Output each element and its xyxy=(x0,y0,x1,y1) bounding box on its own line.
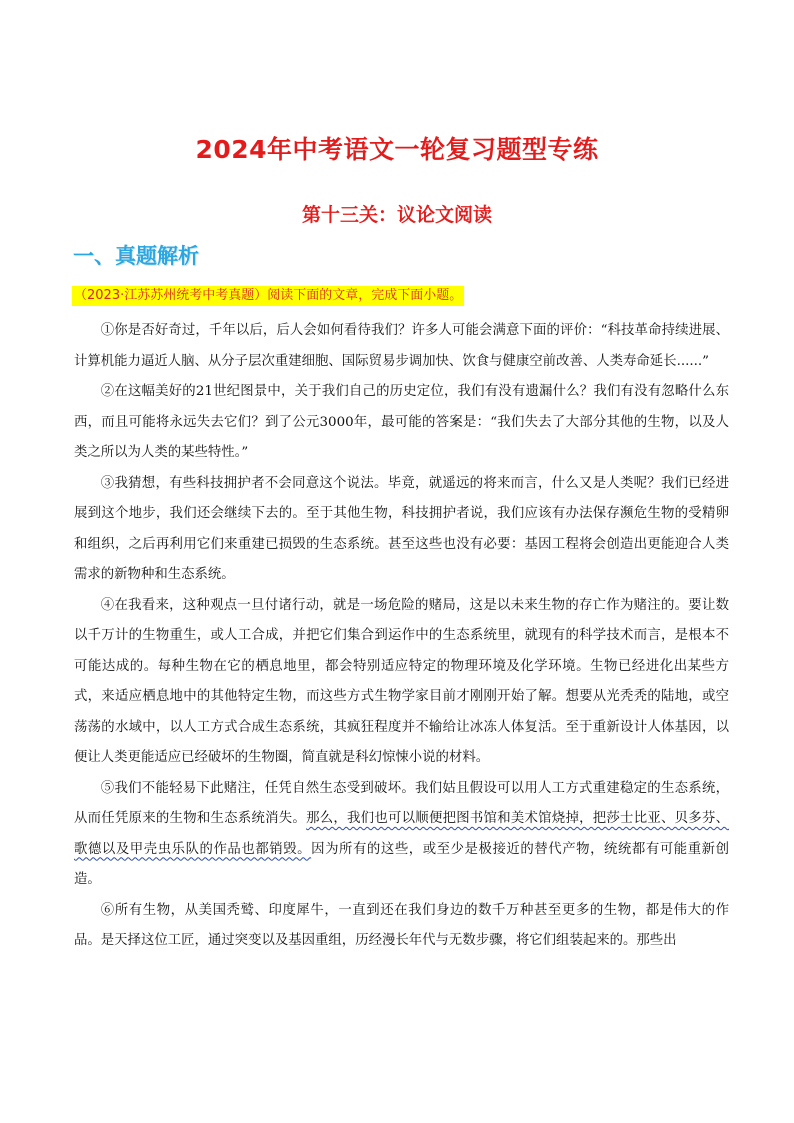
paragraph-2: ②在这幅美好的21世纪图景中，关于我们自己的历史定位，我们有没有遗漏什么？我们有没有忽略什么东西，而且可能将永远失去它们？到了公元3000年，最可能的答案是：“我们失去了大部分其他的生物，以及人类之所以为人类的某些特性。” xyxy=(74,384,729,460)
underlined-sentence: 那么，我们也可以顺便把图书馆和美术馆烧掉，把莎士比亚、贝多芬、歌德以及甲壳虫乐队的作品也都销毁。 xyxy=(74,811,730,857)
paragraph-4: ④在我看来，这种观点一旦付诸行动，就是一场危险的赌局，这是以未来生物的存亡作为赌注的。要让数以千万计的生物重生，或人工合成，并把它们集合到运作中的生态系统里，就现有的科学技术而言，是根本不可能达成的。每种生物在它的栖息地里，都会特别适应特定的物理环境及化学环境。生物已经进化出某些方式，来适应栖息地中的其他特定生物，而这些方式生物学家目前才刚刚开始了解。想要从光秃秃的陆地，或空荡荡的水域中，以人工方式合成生态系统，其疯狂程度并不输给让冰冻人体复活。至于重新设计人体基因，以便让人类更能适应已经破坏的生物圈，简直就是科幻惊悚小说的材料。 xyxy=(74,597,729,765)
paragraph-5 xyxy=(74,774,729,896)
document-subtitle: 第十三关：议论文阅读 xyxy=(301,204,492,226)
section-heading: 一、真题解析 xyxy=(73,244,199,268)
article-body xyxy=(74,316,729,957)
source-line-highlight: （2023·江苏苏州统考中考真题）阅读下面的文章，完成下面小题。 xyxy=(72,286,464,306)
paragraph-5-text-after: 因为所有的这些，或至少是极接近的替代产物，统统都有可能重新创造。 xyxy=(74,841,730,887)
paragraph-1: ①你是否好奇过，千年以后，后人会如何看待我们？许多人可能会满意下面的评价：“科技革命持续进展、计算机能力逼近人脑、从分子层次重建细胞、国际贸易步调加快、饮食与健康空前改善、人类寿命延长......” xyxy=(74,323,729,369)
paragraph-6: ⑥所有生物，从美国秃鹫、印度犀牛，一直到还在我们身边的数千万种甚至更多的生物，都是伟大的作品。是天择这位工匠，通过突变以及基因重组，历经漫长年代与无数步骤，将它们组装起来的。那些出 xyxy=(74,902,729,948)
paragraph-5-text-before: ⑤我们不能轻易下此赌注，任凭自然生态受到破坏。我们姑且假设可以用人工方式重建稳定的生态系统，从而任凭原来的生物和生态系统消失。 xyxy=(74,780,729,826)
paragraph-3: ③我猜想，有些科技拥护者不会同意这个说法。毕竟，就遥远的将来而言，什么又是人类呢？我们已经进展到这个地步，我们还会继续下去的。至于其他生物，科技拥护者说，我们应该有办法保存濒危生物的受精卵和组织，之后再利用它们来重建已损毁的生态系统。甚至这些也没有必要：基因工程将会创造出更能迎合人类需求的新物种和生态系统。 xyxy=(74,475,729,582)
document-title: 2024年中考语文一轮复习题型专练 xyxy=(195,135,599,164)
